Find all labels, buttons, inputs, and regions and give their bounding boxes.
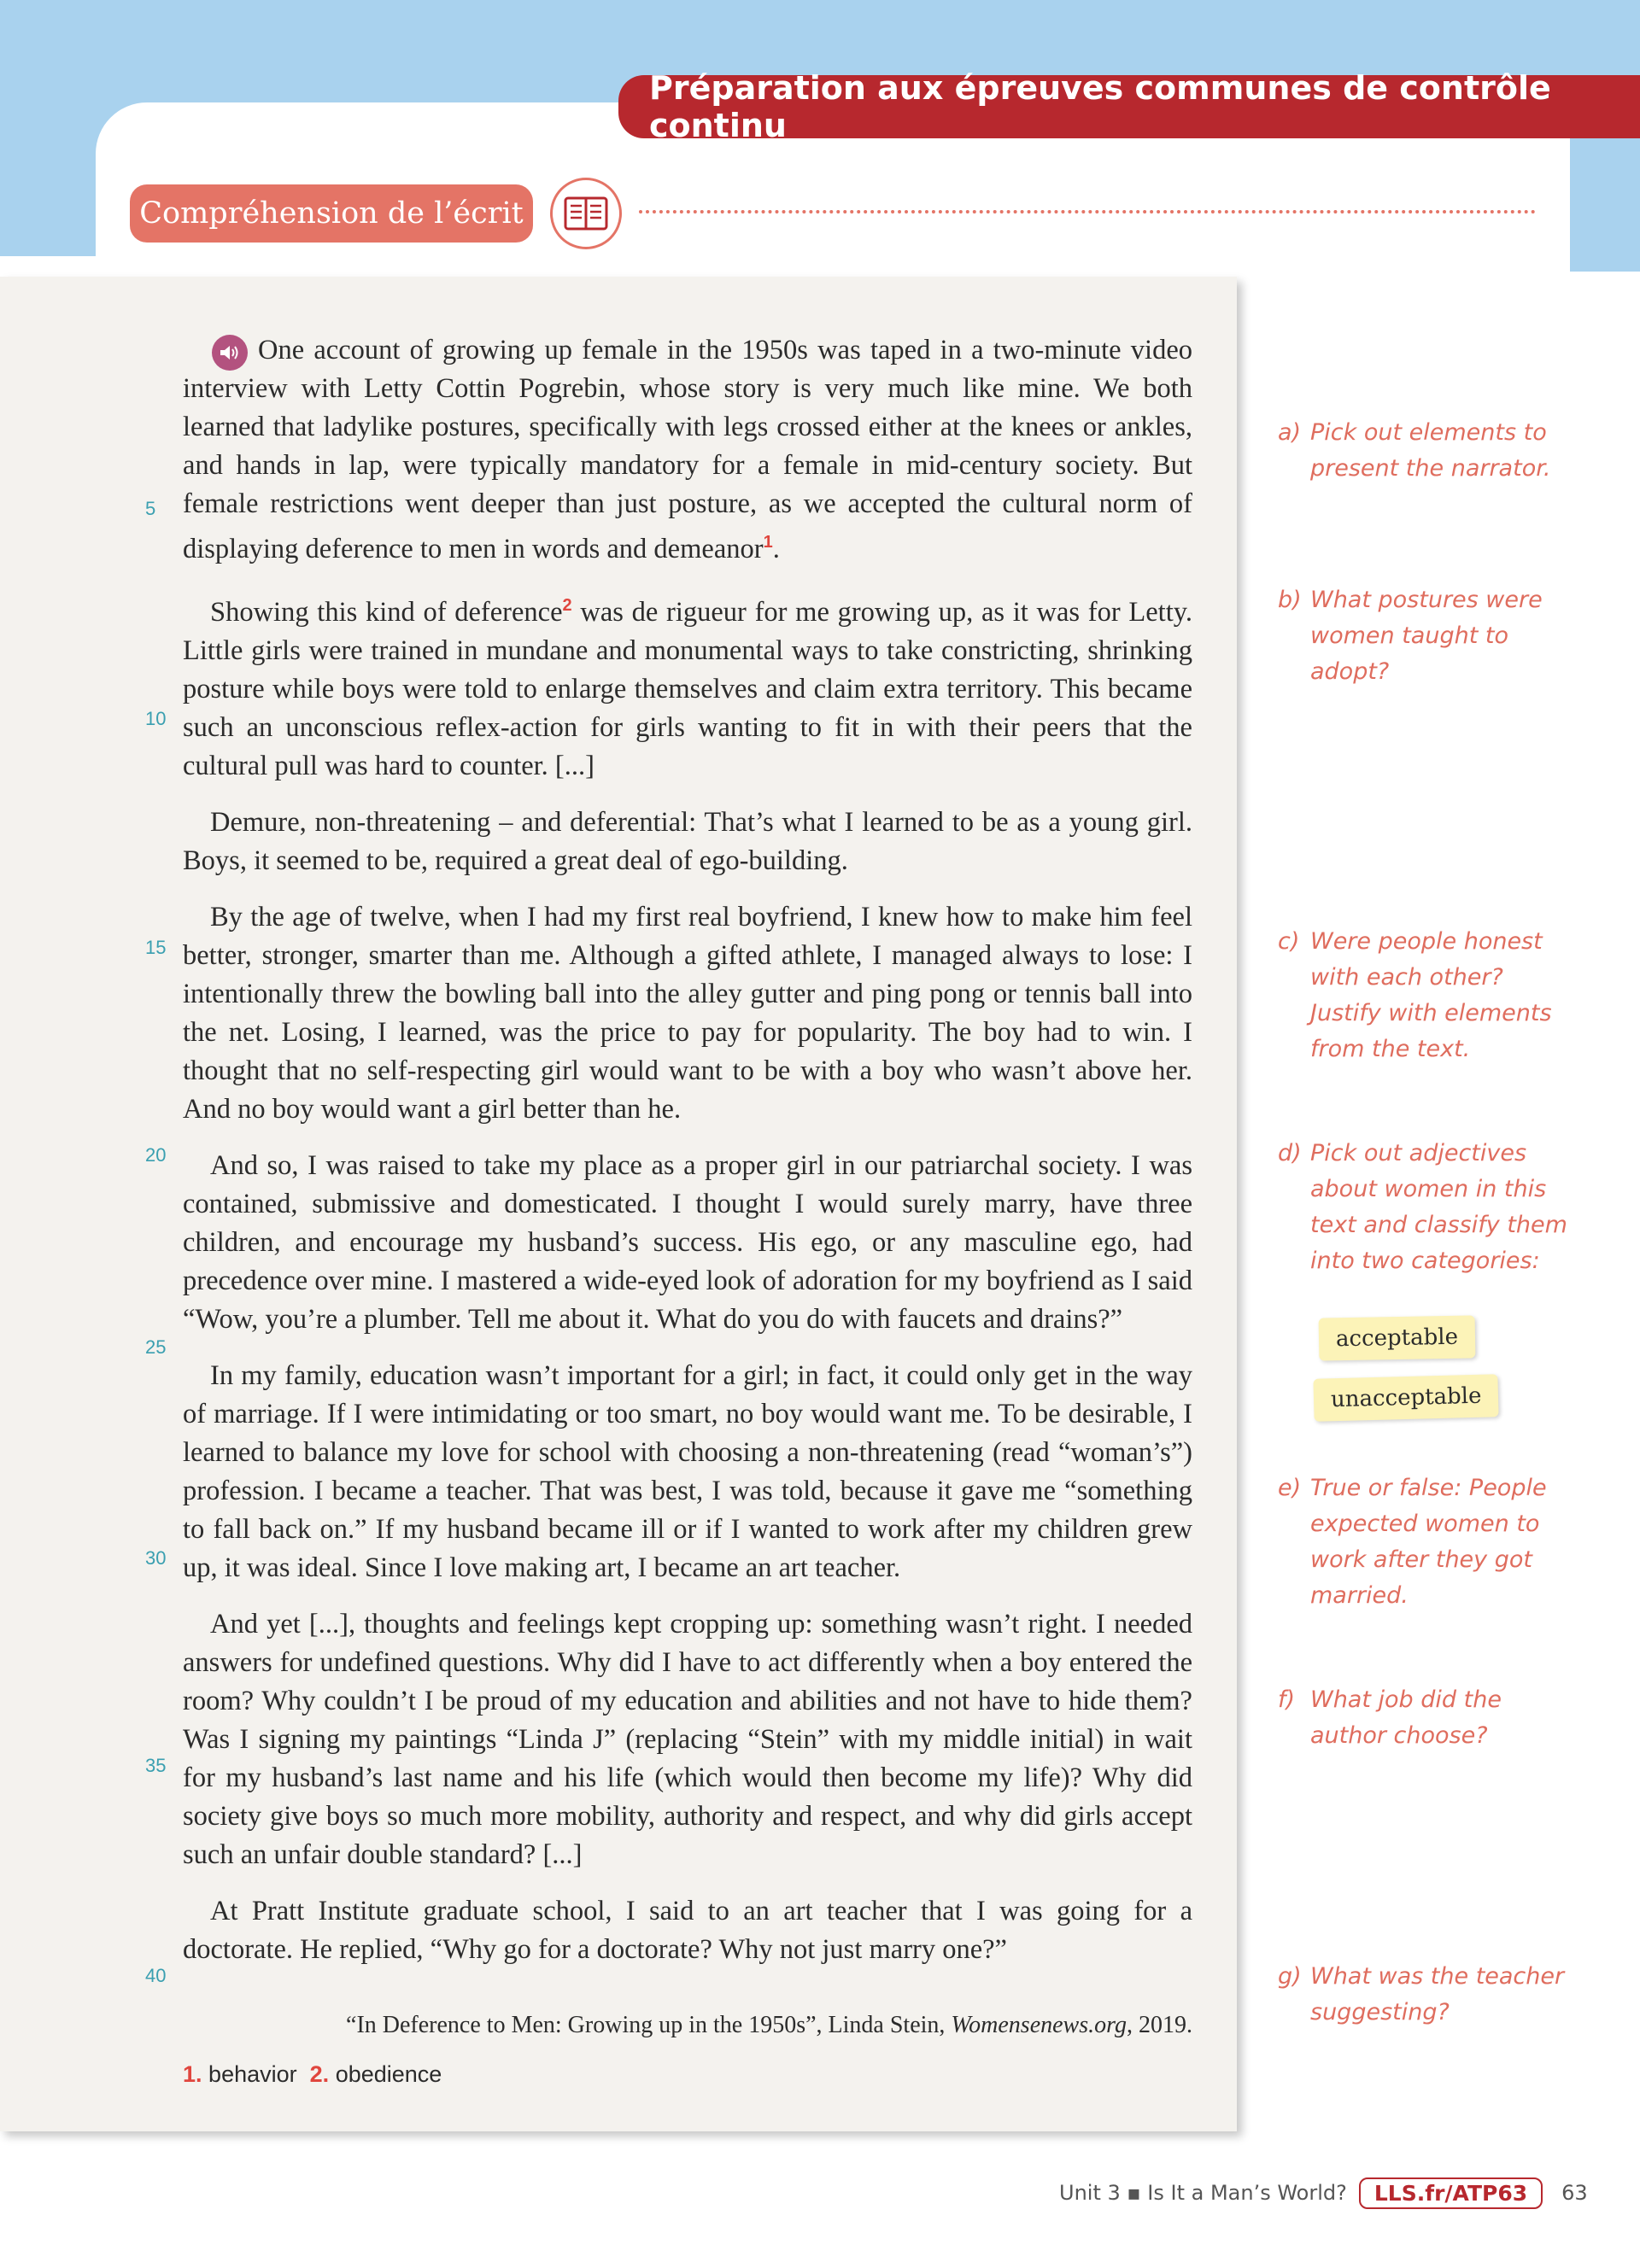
line-number: 15 xyxy=(145,937,167,958)
source-site: Womensenews.org xyxy=(951,2012,1127,2038)
footnote-text: behavior xyxy=(208,2061,297,2087)
question-letter: f) xyxy=(1278,1686,1296,1713)
question-a xyxy=(1278,415,1568,487)
question-d xyxy=(1278,1136,1568,1279)
line-number: 30 xyxy=(145,1547,167,1569)
paragraph-text: One account of growing up female in the 1950s was taped in a two-minute video interview with Letty Cottin Pogrebin, whose story is very much like mine. We both learned that ladylike postures, specifically with legs crossed either at the knees or ankles, and hands in lap, were typically mandatory for a female in mid-century society. But female restrictions went deeper than just posture, as we accepted the cultural norm of displaying deference to men in words and demeanor xyxy=(183,335,1192,564)
book-icon xyxy=(550,178,622,249)
line-number: 40 xyxy=(145,1965,167,1986)
question-letter: c) xyxy=(1278,928,1300,955)
paragraph-text: was de rigueur for me growing up, as it was for Letty. Little girls were trained in mundane and monumental ways to take constricting, shrinking posture while boys were told to enlarge themselves and claim extra territory. This became such an unconscious reflex-action for girls wanting to fit in with their peers that the cultural pull was hard to counter. [...] xyxy=(183,596,1192,781)
question-f xyxy=(1278,1682,1568,1754)
question-g xyxy=(1278,1959,1568,2031)
question-text: What was the teacher suggesting? xyxy=(1310,1963,1565,2025)
page-banner: Préparation aux épreuves communes de contrôle continu xyxy=(618,75,1640,138)
footnote-text: obedience xyxy=(335,2061,442,2087)
source-year: , 2019. xyxy=(1127,2012,1192,2038)
source-prefix: “In Deference to Men: Growing up in the 1950s”, Linda Stein, xyxy=(346,2012,952,2038)
question-e xyxy=(1278,1470,1568,1614)
question-b xyxy=(1278,582,1568,690)
page-footer xyxy=(1059,2176,1588,2210)
paragraph-2 xyxy=(183,587,1192,786)
unit-title: Unit 3 ▪ Is It a Man’s World? xyxy=(1059,2181,1347,2205)
paragraph-text: . xyxy=(772,533,780,564)
question-text: Were people honest with each other? Justify with elements from the text. xyxy=(1310,928,1552,1062)
paragraph-6: In my family, education wasn’t important for a girl; in fact, it could only get in the way of marriage. If I were intimidating or too smart, no boy would want me. To be desirable, I learned to balance my love for school with choosing a non-threatening (read “woman’s”) profession. I became a teacher. That was best, I was told, because it gave me “something to fall back on.” If my husband became ill or if I wanted to work after my children grew up, it was ideal. Since I love making art, I became an art teacher. xyxy=(183,1359,1192,1583)
paragraph-7: And yet [...], thoughts and feelings kept cropping up: something wasn’t right. I needed answers for undefined questions. Why did I have to act differently when a boy entered the room? Why couldn’t I be proud of my education and abilities and not have to hide them? Was I signing my paintings “Linda J” (replacing “Stein” with my middle initial) in wait for my husband’s last name and his life (which would then become my life)? Why did society give boys so much more mobility, authority and respect, and why did girls accept such an unfair double standard? [...] xyxy=(183,1608,1192,1870)
footnote-number: 2. xyxy=(309,2061,330,2087)
line-number: 10 xyxy=(145,708,167,729)
question-text: True or false: People expected women to work after they got married. xyxy=(1310,1475,1547,1609)
question-letter: d) xyxy=(1278,1140,1302,1166)
line-number: 35 xyxy=(145,1755,167,1776)
question-letter: e) xyxy=(1278,1475,1302,1501)
tag-acceptable: acceptable xyxy=(1319,1315,1476,1360)
source-citation xyxy=(183,2012,1192,2039)
line-number: 5 xyxy=(145,498,156,519)
tag-unacceptable: unacceptable xyxy=(1313,1374,1499,1422)
page-number: 63 xyxy=(1561,2181,1588,2205)
footnote-number: 1. xyxy=(183,2061,202,2087)
paragraph-5: And so, I was raised to take my place as a proper girl in our patriarchal society. I was contained, submissive and domesticated. I thought I would surely marry, have three children, and encourage my husband’s success. His ego, or any masculine ego, had precedence over mine. I mastered a wide-eyed look of adoration for my boyfriend as I said “Wow, you’re a plumber. Tell me about it. What do you do with faucets and drains?” xyxy=(183,1149,1192,1335)
footnote-ref: 1 xyxy=(763,533,773,552)
paragraph-8: At Pratt Institute graduate school, I said to an art teacher that I was going for a doctorate. He replied, “Why go for a doctorate? Why not just marry one?” xyxy=(183,1895,1192,1965)
paragraph-1 xyxy=(183,331,1192,569)
paragraph-3: Demure, non-threatening – and deferential: That’s what I learned to be as a young girl. Boys, it seemed to be, required a great deal of ego-building. xyxy=(183,806,1192,876)
question-text: Pick out elements to present the narrator. xyxy=(1310,419,1551,482)
question-letter: a) xyxy=(1278,419,1302,446)
question-letter: g) xyxy=(1278,1963,1302,1990)
question-letter: b) xyxy=(1278,587,1302,613)
question-text: What postures were women taught to adopt? xyxy=(1310,587,1543,685)
question-c xyxy=(1278,924,1568,1067)
paragraph-text: Showing this kind of deference xyxy=(210,596,563,628)
resource-link[interactable]: LLS.fr/ATP63 xyxy=(1359,2177,1543,2209)
footnotes xyxy=(183,2061,442,2088)
paragraph-4: By the age of twelve, when I had my first real boyfriend, I knew how to make him feel better, stronger, smarter than me. Although a gifted athlete, I managed always to lose: I intentionally threw the bowling ball into the alley gutter and ping pong or tennis ball into the net. Losing, I learned, was the price to pay for popularity. The boy had to win. I thought that no self-respecting girl would want to be with a boy who wasn’t above her. And no boy would want a girl better than he. xyxy=(183,901,1192,1125)
question-text: What job did the author choose? xyxy=(1310,1686,1502,1749)
line-number: 20 xyxy=(145,1144,167,1166)
section-divider xyxy=(639,210,1536,213)
question-text: Pick out adjectives about women in this text and classify them into two categories: xyxy=(1310,1140,1567,1274)
section-label: Compréhension de l’écrit xyxy=(130,184,533,243)
article-text xyxy=(183,331,1192,1987)
footnote-ref: 2 xyxy=(562,595,572,615)
line-number: 25 xyxy=(145,1336,167,1358)
